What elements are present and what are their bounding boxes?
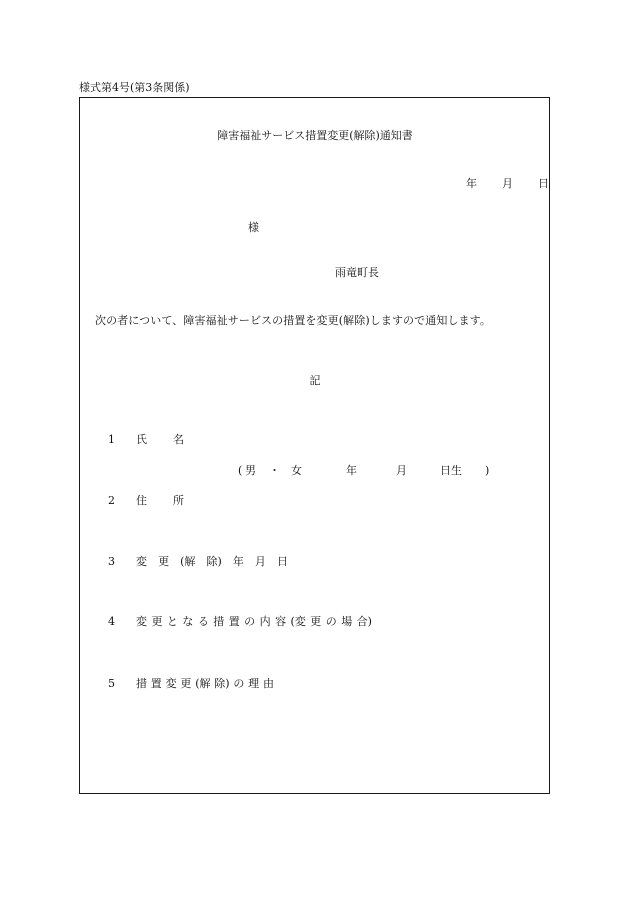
form-code: 様式第4号(第3条関係) bbox=[79, 81, 190, 94]
item-char: 年 bbox=[232, 555, 244, 568]
date-month-label: 月 bbox=[502, 177, 513, 190]
item-char: 措 bbox=[136, 677, 147, 690]
item-label-changed-measure bbox=[136, 615, 372, 629]
gender-male: 男 bbox=[245, 464, 256, 477]
gender-open-paren: ( bbox=[238, 464, 243, 477]
item-char: 置 bbox=[150, 677, 162, 690]
item-char: 変 bbox=[136, 615, 147, 628]
item-char: 更 bbox=[180, 677, 192, 690]
addressee-suffix: 様 bbox=[248, 221, 259, 234]
item-char: 所 bbox=[173, 494, 184, 507]
item-char: 住 bbox=[136, 494, 147, 507]
item-char: 容 bbox=[275, 615, 287, 628]
birth-month-label: 月 bbox=[396, 464, 407, 477]
item-number: 5 bbox=[108, 677, 115, 690]
item-char: 変 bbox=[165, 677, 177, 690]
item-char: (解 bbox=[195, 677, 211, 690]
item-label-address bbox=[136, 494, 184, 508]
item-label-name bbox=[136, 433, 184, 447]
item-number: 3 bbox=[108, 555, 115, 568]
item-label-reason bbox=[136, 677, 274, 691]
item-number: 2 bbox=[108, 494, 115, 507]
item-char: 日 bbox=[276, 555, 288, 568]
gender-separator: ・ bbox=[269, 464, 280, 477]
issuer-name: 雨竜町長 bbox=[335, 266, 379, 279]
item-char: 氏 bbox=[136, 433, 147, 446]
item-number: 1 bbox=[108, 433, 115, 446]
item-number: 4 bbox=[108, 615, 115, 628]
date-year-label: 年 bbox=[466, 177, 477, 190]
item-char: 名 bbox=[173, 433, 184, 446]
date-day-label: 日 bbox=[538, 177, 549, 190]
item-char: 変 bbox=[136, 555, 147, 568]
item-char: 月 bbox=[254, 555, 266, 568]
item-char: る bbox=[197, 615, 209, 628]
notice-text: 次の者について、障害福祉サービスの措置を変更(解除)しますので通知します。 bbox=[95, 314, 491, 327]
item-char: 更 bbox=[151, 615, 163, 628]
item-char: な bbox=[182, 615, 194, 628]
item-char: の bbox=[325, 615, 337, 628]
item-char: 合) bbox=[356, 615, 372, 628]
item-char: 置 bbox=[228, 615, 240, 628]
item-char: 内 bbox=[259, 615, 271, 628]
item-char: (変 bbox=[290, 615, 306, 628]
item-char: と bbox=[166, 615, 178, 628]
item-char: 更 bbox=[310, 615, 322, 628]
item-char: (解 bbox=[180, 555, 196, 568]
item-char: 措 bbox=[213, 615, 225, 628]
item-label-change-date bbox=[136, 555, 288, 569]
gender-close-paren: ) bbox=[485, 464, 490, 477]
birth-year-label: 年 bbox=[346, 464, 357, 477]
item-char: 更 bbox=[158, 555, 170, 568]
item-char: 理 bbox=[248, 677, 260, 690]
ki-heading: 記 bbox=[309, 374, 321, 387]
gender-female: 女 bbox=[291, 464, 302, 477]
item-char: 除) bbox=[206, 555, 222, 568]
document-title: 障害福祉サービス措置変更(解除)通知書 bbox=[217, 129, 413, 142]
item-char: 由 bbox=[262, 677, 274, 690]
birth-day-label: 日生 bbox=[440, 464, 462, 477]
item-char: 除) bbox=[214, 677, 230, 690]
item-char: の bbox=[244, 615, 256, 628]
item-char: 場 bbox=[341, 615, 353, 628]
item-char: の bbox=[233, 677, 245, 690]
